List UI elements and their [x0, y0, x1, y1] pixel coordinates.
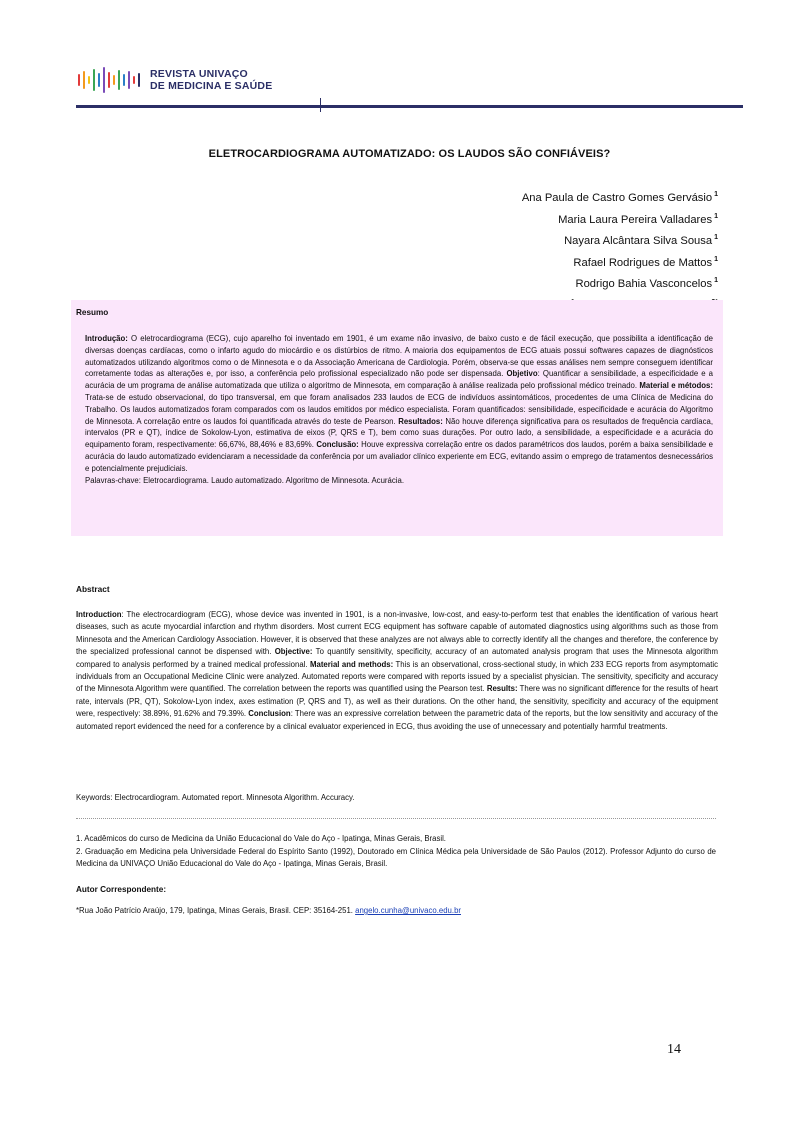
resumo-heading: Resumo — [76, 308, 109, 317]
footnote-1: 1. Acadêmicos do curso de Medicina da União Educacional do Vale do Aço - Ipatinga, Minas Gerais, Brasil. — [76, 834, 446, 843]
resumo-box — [71, 300, 723, 536]
article-title: ELETROCARDIOGRAMA AUTOMATIZADO: OS LAUDOS SÃO CONFIÁVEIS? — [208, 148, 611, 160]
corresponding-address: *Rua João Patrício Araújo, 179, Ipatinga, Minas Gerais, Brasil. CEP: 35164-251. angelo.cunha@univaco.edu.br — [76, 906, 461, 915]
resumo-keywords: Palavras-chave: Eletrocardiograma. Laudo automatizado. Algoritmo de Minnesota. Acurácia. — [85, 475, 404, 485]
author-item: Rafael Rodrigues de Mattos $^1$ — [573, 255, 718, 269]
author-list — [522, 186, 718, 315]
journal-name-line2: DE MEDICINA E SAÚDE — [150, 80, 273, 92]
header-tick — [320, 98, 321, 112]
page-number: 14 — [667, 1042, 681, 1057]
author-item: Ana Paula de Castro Gomes Gervásio $^1$ — [521, 191, 718, 204]
resumo-body: Introdução: O eletrocardiograma (ECG), cujo aparelho foi inventado em 1901, é um exame não invasivo, de baixo custo e de fácil execução, que possibilita a identificação de diversas doenças cardíacas, como o infarto agudo do miocárdio e os distúrbios de ritmo. A maioria dos equipamentos de ECG atuais possui softwares capazes de diagnósticos automatizados utilizando algoritmos como o de Minnesota e o da Associação Americana de Cardiologia. Porém, observa-se que essas análises nem sempre conseguem identificar corretamente todas as alterações e, por isso, a conferência pelo profissional especializado não pode ser dispensada. Objetivo: Quantificar a sensibilidade, a especificidade e a acurácia de um programa de análise automatizada que utiliza o algoritmo de Minnesota, em comparação à análise realizada pelo profissional médico treinado. Material e métodos: Trata-se de estudo observacional, do tipo transversal, em que foram analisados 233 laudos de ECG de indivíduos assintomáticos, procedentes de uma Clínica de Medicina do Trabalho. Os laudos automatizados foram comparados com os laudos emitidos por médico especialista. Foram quantificados: sensibilidade, especificidade e acurácia do Algoritmo de Minnesota. A correlação entre os laudos foi quantificada através do teste de Pearson. Resultados: Não houve diferença significativa para os resultados de frequência cardíaca, intervalos (PR e QT), índice de Sokolow-Lyon, estimativa de eixos (P, QRS e T), bem como suas durações. Por outro lado, a sensibilidade, a especificidade e a acurácia do equipamento foram, respectivamente: 66,67%, 88,46% e 83,69%. Conclusão: Houve expressiva correlação entre os dados paramétricos dos laudos, porém a baixa sensibilidade e acurácia do laudo automatizado evidenciaram a necessidade da conferência por um avaliador clínico experiente em ECG, evitando assim o emprego de tratamentos desnecessários e potencialmente prejudiciais. — [85, 334, 713, 473]
author-email-link[interactable]: angelo.cunha@univaco.edu.br — [355, 906, 461, 915]
abstract-heading: Abstract — [76, 584, 110, 594]
journal-logo-icon — [76, 66, 142, 94]
footnote-2: 2. Graduação em Medicina pela Universidade Federal do Espírito Santo (1992), Doutorado em Clínica Médica pela Universidade de São Paulos (2012). Professor Adjunto do curso de Medicina da UNIVAÇO União Educacional do Vale do Aço - Ipatinga, Minas Gerais, Brasil. — [76, 847, 716, 869]
author-item: Maria Laura Pereira Valladares $^1$ — [558, 212, 718, 226]
author-item: Rodrigo Bahia Vasconcelos $^1$ — [575, 277, 718, 290]
footnote-divider — [76, 818, 716, 819]
author-item: Nayara Alcântara Silva Sousa $^1$ — [564, 234, 718, 247]
journal-name-line1: REVISTA UNIVAÇO — [150, 67, 248, 80]
abstract-keywords: Keywords: Electrocardiogram. Automated report. Minnesota Algorithm. Accuracy. — [76, 793, 355, 802]
corresponding-author-heading: Autor Correspondente: — [76, 885, 167, 894]
header-rule — [76, 105, 743, 108]
abstract-body: Introduction: The electrocardiogram (ECG), whose device was invented in 1901, is a non-invasive, low-cost, and easy-to-perform test that enables the identification of various heart diseases, such as acute myocardial infarction and rhythm disorders. Most current ECG equipment has software capable of automated diagnostics using algorithms such as those from Minnesota and the American Cardiology Association. However, it is observed that these analyzes are not always able to correctly identify all the changes and therefore, the conference by the specialized professional cannot be dispensed with. Objective: To quantify sensitivity, specificity, accuracy of an automated analysis program that uses the Minnesota algorithm compared to analysis performed by a trained medical professional. Material and methods: This is an observational, cross-sectional study, in which 233 ECG reports from asymptomatic individuals from an Occupational Medicine Clinic were analyzed. Automated reports were compared with reports issued by a specialist physician. The sensitivity, specificity and accuracy of the Minnesota Algorithm were quantified. The correlation between the reports was quantified using the Pearson test. Results: There was no significant difference for the results of heart rate, intervals (PR, QT), Sokolow-Lyon index, axes estimation (P, QRS and T), as well as their durations. On the other hand, the sensitivity, specificity and accuracy of the equipment were, respectively: 38.89%, 91.62% and 79.39%. Conclusion: There was an expressive correlation between the parametric data of the reports, but the low sensitivity and accuracy of the automated report evidenced the need for a conference by a clinical evaluator experienced in ECG, thus avoiding the use of unnecessary and potentially harmful treatments. — [76, 610, 719, 731]
journal-logo — [76, 66, 272, 94]
